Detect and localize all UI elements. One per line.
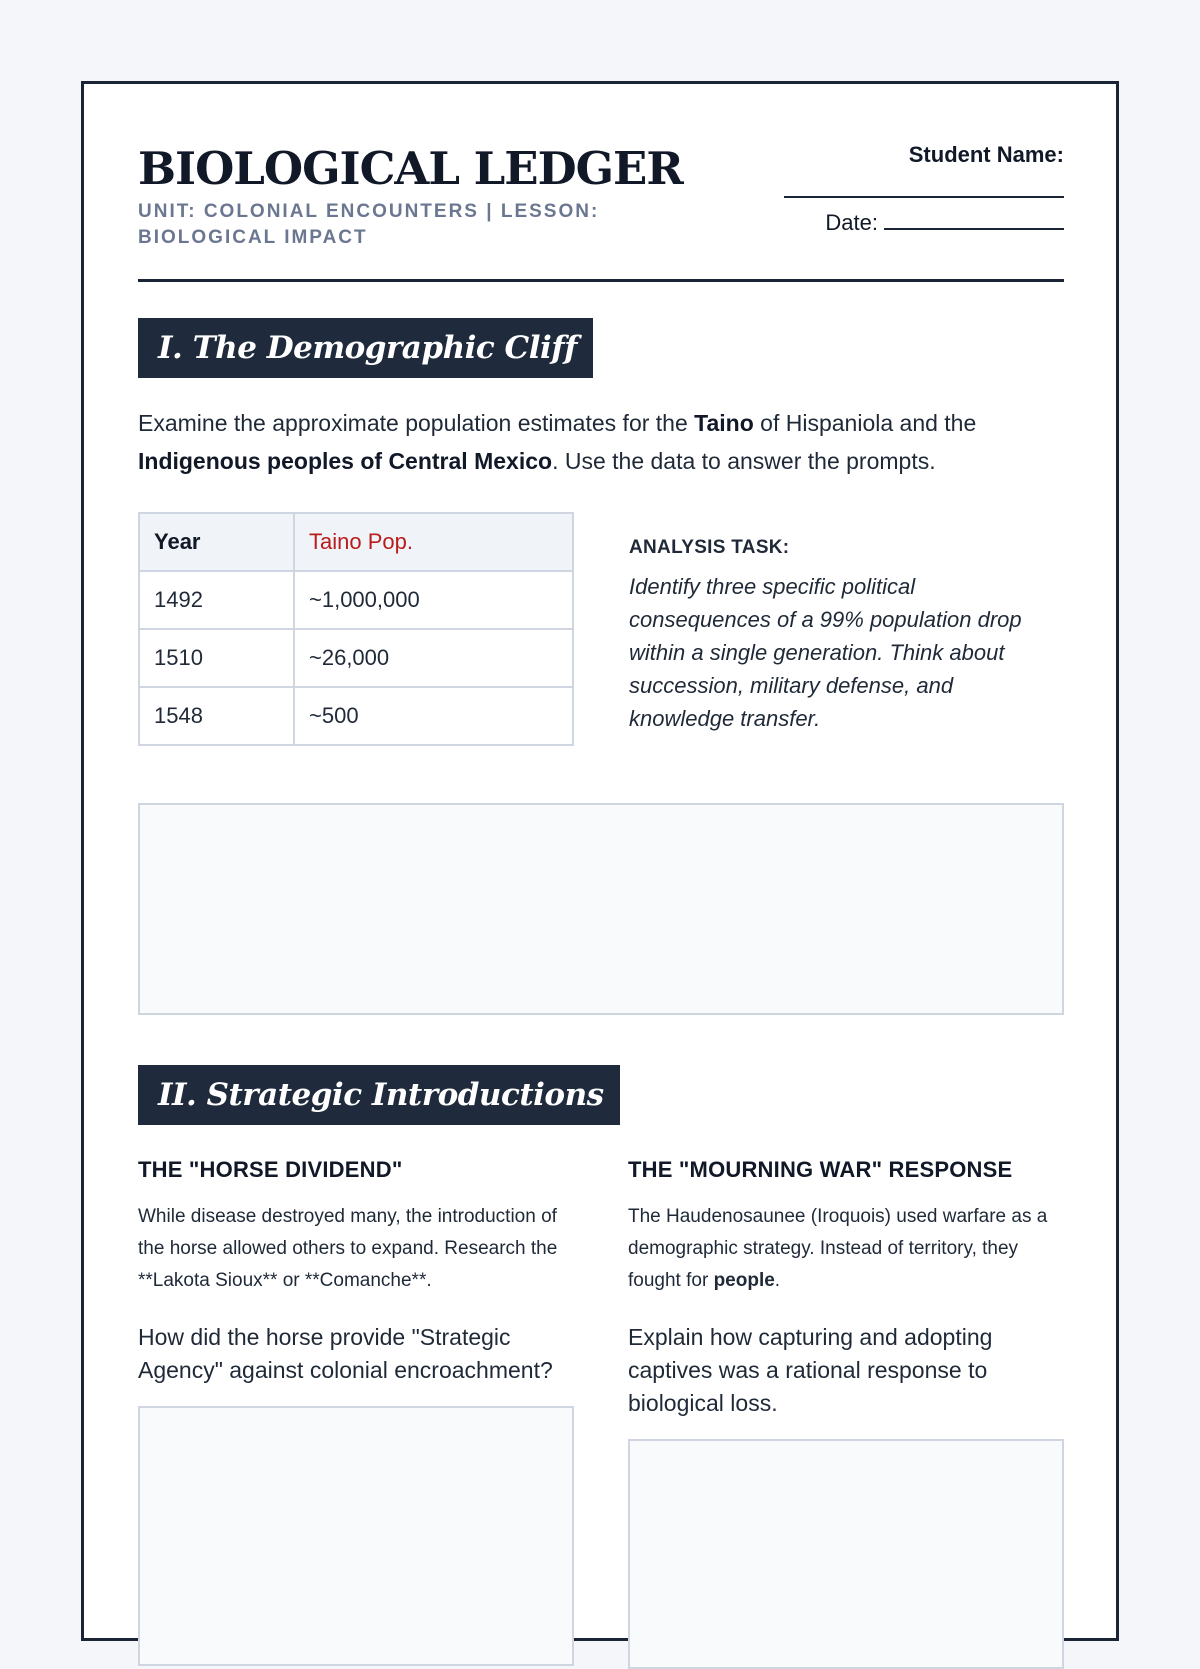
student-name-label: Student Name: bbox=[908, 142, 1064, 167]
header-divider bbox=[138, 279, 1064, 282]
analysis-task-text: Identify three specific political consequences of a 99% population drop within a single generation. Think about succession, military defense, and knowledge transfer. bbox=[629, 574, 1022, 731]
table-header-year: Year bbox=[139, 513, 294, 571]
worksheet-page bbox=[81, 81, 1119, 1641]
mourning-war-answer-box[interactable] bbox=[628, 1439, 1064, 1669]
horse-dividend-heading: THE "HORSE DIVIDEND" bbox=[138, 1157, 403, 1182]
table-cell-year: 1492 bbox=[139, 571, 294, 629]
table-cell-year: 1510 bbox=[139, 629, 294, 687]
table-row bbox=[139, 571, 573, 629]
student-name-field[interactable] bbox=[784, 196, 1064, 198]
mourning-war-text: The Haudenosaunee (Iroquois) used warfare as a demographic strategy. Instead of territory, they fought for bbox=[628, 1206, 1048, 1291]
horse-dividend-description: While disease destroyed many, the introduction of the horse allowed others to expand. Research the **Lakota Sioux** or **Comanche**. bbox=[138, 1206, 558, 1291]
date-label: Date: bbox=[825, 210, 878, 235]
mourning-war-text: . bbox=[774, 1270, 781, 1291]
table-row bbox=[139, 687, 573, 745]
table-cell-population: ~500 bbox=[294, 687, 573, 745]
mourning-war-question: Explain how capturing and adopting captives was a rational response to biological loss. bbox=[628, 1324, 993, 1416]
intro-text: . Use the data to answer the prompts. bbox=[552, 448, 936, 474]
section-1-heading: I. The Demographic Cliff bbox=[138, 318, 593, 378]
unit-lesson-subtitle: UNIT: COLONIAL ENCOUNTERS | LESSON: BIOLOGICAL IMPACT bbox=[138, 201, 600, 248]
horse-dividend-answer-box[interactable] bbox=[138, 1406, 574, 1666]
date-row bbox=[825, 208, 1064, 236]
section-1-intro bbox=[138, 404, 1064, 480]
table-header-taino-pop: Taino Pop. bbox=[294, 513, 573, 571]
intro-emphasis-taino: Taino bbox=[694, 410, 754, 436]
analysis-answer-box[interactable] bbox=[138, 803, 1064, 1015]
section-2-heading: II. Strategic Introductions bbox=[138, 1065, 620, 1125]
table-cell-year: 1548 bbox=[139, 687, 294, 745]
analysis-task-label: ANALYSIS TASK: bbox=[629, 537, 790, 558]
intro-emphasis-central-mexico: Indigenous peoples of Central Mexico bbox=[138, 448, 553, 474]
mourning-war-description bbox=[628, 1201, 1064, 1297]
page-title: BIOLOGICAL LEDGER bbox=[138, 142, 683, 195]
table-cell-population: ~1,000,000 bbox=[294, 571, 573, 629]
date-field[interactable] bbox=[884, 208, 1064, 230]
intro-text: of Hispaniola and the bbox=[753, 410, 977, 436]
mourning-war-heading: THE "MOURNING WAR" RESPONSE bbox=[628, 1157, 1013, 1182]
population-table bbox=[138, 512, 574, 746]
mourning-war-emphasis: people bbox=[713, 1270, 775, 1291]
table-cell-population: ~26,000 bbox=[294, 629, 573, 687]
table-row bbox=[139, 629, 573, 687]
horse-dividend-question: How did the horse provide "Strategic Agency" against colonial encroachment? bbox=[138, 1324, 553, 1383]
table-header-row bbox=[139, 513, 573, 571]
intro-text: Examine the approximate population estimates for the bbox=[138, 410, 695, 436]
